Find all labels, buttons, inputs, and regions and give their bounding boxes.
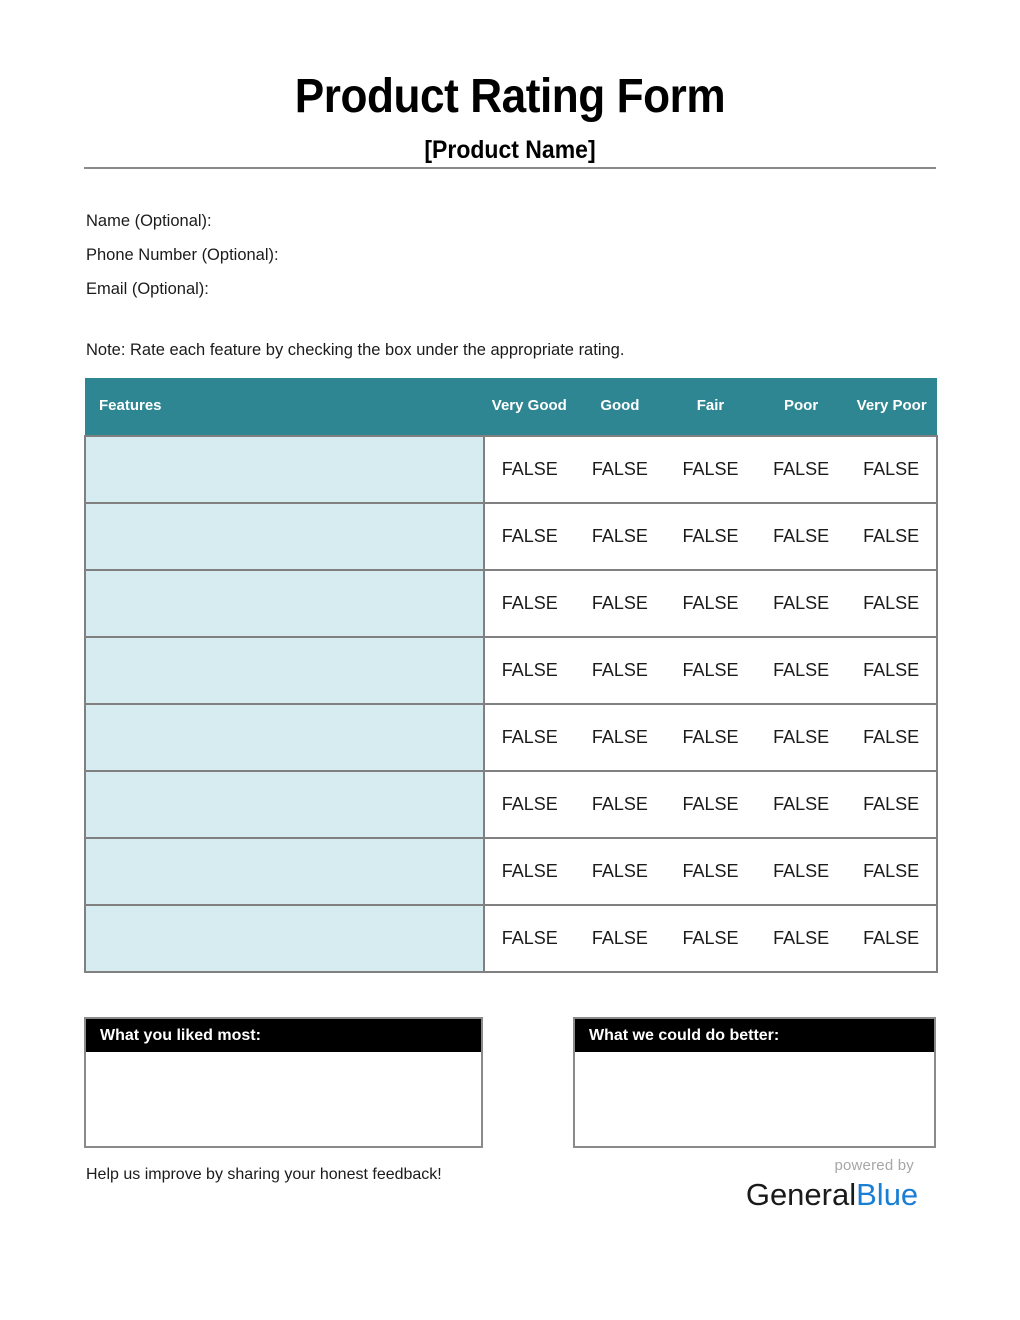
brand-general-text: General (745, 1176, 857, 1212)
product-name-placeholder: [Product Name] (424, 136, 596, 164)
column-header-poor: Poor (756, 378, 847, 436)
rating-table-head (85, 378, 937, 436)
table-row (85, 771, 937, 838)
rating-cell-good[interactable]: FALSE (575, 637, 666, 704)
rating-cell-poor[interactable]: FALSE (756, 838, 847, 905)
feature-input-cell[interactable] (85, 905, 484, 972)
rating-cell-fair[interactable]: FALSE (665, 838, 756, 905)
rating-cell-very-poor[interactable]: FALSE (846, 771, 937, 838)
rating-cell-poor[interactable]: FALSE (756, 436, 847, 503)
column-header-features: Features (85, 378, 484, 436)
feature-input-cell[interactable] (85, 771, 484, 838)
feature-input-cell[interactable] (85, 637, 484, 704)
name-field-label: Name (Optional): (86, 212, 212, 230)
rating-cell-very-good[interactable]: FALSE (484, 436, 575, 503)
table-row (85, 704, 937, 771)
rating-cell-good[interactable]: FALSE (575, 905, 666, 972)
liked-most-box (84, 1017, 483, 1148)
rating-cell-poor[interactable]: FALSE (756, 503, 847, 570)
feature-input-cell[interactable] (85, 838, 484, 905)
brand-blue-text: Blue (856, 1176, 919, 1212)
rating-cell-good[interactable]: FALSE (575, 771, 666, 838)
powered-by-label: powered by (834, 1157, 914, 1174)
rating-cell-very-good[interactable]: FALSE (484, 771, 575, 838)
rating-cell-very-good[interactable]: FALSE (484, 503, 575, 570)
rating-cell-good[interactable]: FALSE (575, 838, 666, 905)
rating-cell-very-poor[interactable]: FALSE (846, 436, 937, 503)
rating-cell-fair[interactable]: FALSE (665, 503, 756, 570)
rating-cell-poor[interactable]: FALSE (756, 771, 847, 838)
generalblue-logo (728, 1158, 936, 1212)
table-row (85, 570, 937, 637)
column-header-very-poor: Very Poor (846, 378, 937, 436)
page-title: Product Rating Form (294, 70, 726, 123)
feature-input-cell[interactable] (85, 436, 484, 503)
rating-cell-fair[interactable]: FALSE (665, 771, 756, 838)
feature-input-cell[interactable] (85, 570, 484, 637)
rating-cell-fair[interactable]: FALSE (665, 905, 756, 972)
rating-cell-very-poor[interactable]: FALSE (846, 503, 937, 570)
rating-cell-fair[interactable]: FALSE (665, 637, 756, 704)
rating-cell-good[interactable]: FALSE (575, 704, 666, 771)
table-row (85, 905, 937, 972)
rating-cell-very-good[interactable]: FALSE (484, 570, 575, 637)
rating-cell-very-good[interactable]: FALSE (484, 838, 575, 905)
do-better-box (573, 1017, 936, 1148)
table-row (85, 503, 937, 570)
column-header-fair: Fair (665, 378, 756, 436)
rating-cell-poor[interactable]: FALSE (756, 637, 847, 704)
email-field-label: Email (Optional): (86, 280, 209, 298)
rating-cell-good[interactable]: FALSE (575, 436, 666, 503)
rating-cell-very-poor[interactable]: FALSE (846, 570, 937, 637)
table-row (85, 436, 937, 503)
rating-cell-very-poor[interactable]: FALSE (846, 704, 937, 771)
column-header-very-good: Very Good (484, 378, 575, 436)
rating-cell-poor[interactable]: FALSE (756, 704, 847, 771)
table-header-row (85, 378, 937, 436)
rating-cell-very-poor[interactable]: FALSE (846, 838, 937, 905)
instructions-note: Note: Rate each feature by checking the box under the appropriate rating. (86, 341, 625, 359)
liked-most-title: What you liked most: (86, 1019, 481, 1052)
rating-cell-fair[interactable]: FALSE (665, 436, 756, 503)
table-row (85, 838, 937, 905)
feature-input-cell[interactable] (85, 704, 484, 771)
do-better-title: What we could do better: (575, 1019, 934, 1052)
rating-cell-poor[interactable]: FALSE (756, 570, 847, 637)
rating-cell-very-good[interactable]: FALSE (484, 905, 575, 972)
rating-cell-good[interactable]: FALSE (575, 503, 666, 570)
rating-cell-fair[interactable]: FALSE (665, 704, 756, 771)
rating-table-body (85, 436, 937, 972)
rating-cell-very-poor[interactable]: FALSE (846, 637, 937, 704)
liked-most-input[interactable] (86, 1052, 481, 1146)
phone-field-label: Phone Number (Optional): (86, 246, 279, 264)
rating-table (84, 378, 938, 973)
footer-note: Help us improve by sharing your honest feedback! (86, 1166, 442, 1183)
title-divider (84, 167, 936, 169)
rating-cell-fair[interactable]: FALSE (665, 570, 756, 637)
brand-wordmark (728, 1177, 936, 1213)
rating-cell-poor[interactable]: FALSE (756, 905, 847, 972)
rating-cell-very-poor[interactable]: FALSE (846, 905, 937, 972)
table-row (85, 637, 937, 704)
rating-cell-very-good[interactable]: FALSE (484, 637, 575, 704)
contact-fields (86, 204, 686, 306)
column-header-good: Good (575, 378, 666, 436)
feature-input-cell[interactable] (85, 503, 484, 570)
rating-cell-very-good[interactable]: FALSE (484, 704, 575, 771)
do-better-input[interactable] (575, 1052, 934, 1146)
rating-cell-good[interactable]: FALSE (575, 570, 666, 637)
